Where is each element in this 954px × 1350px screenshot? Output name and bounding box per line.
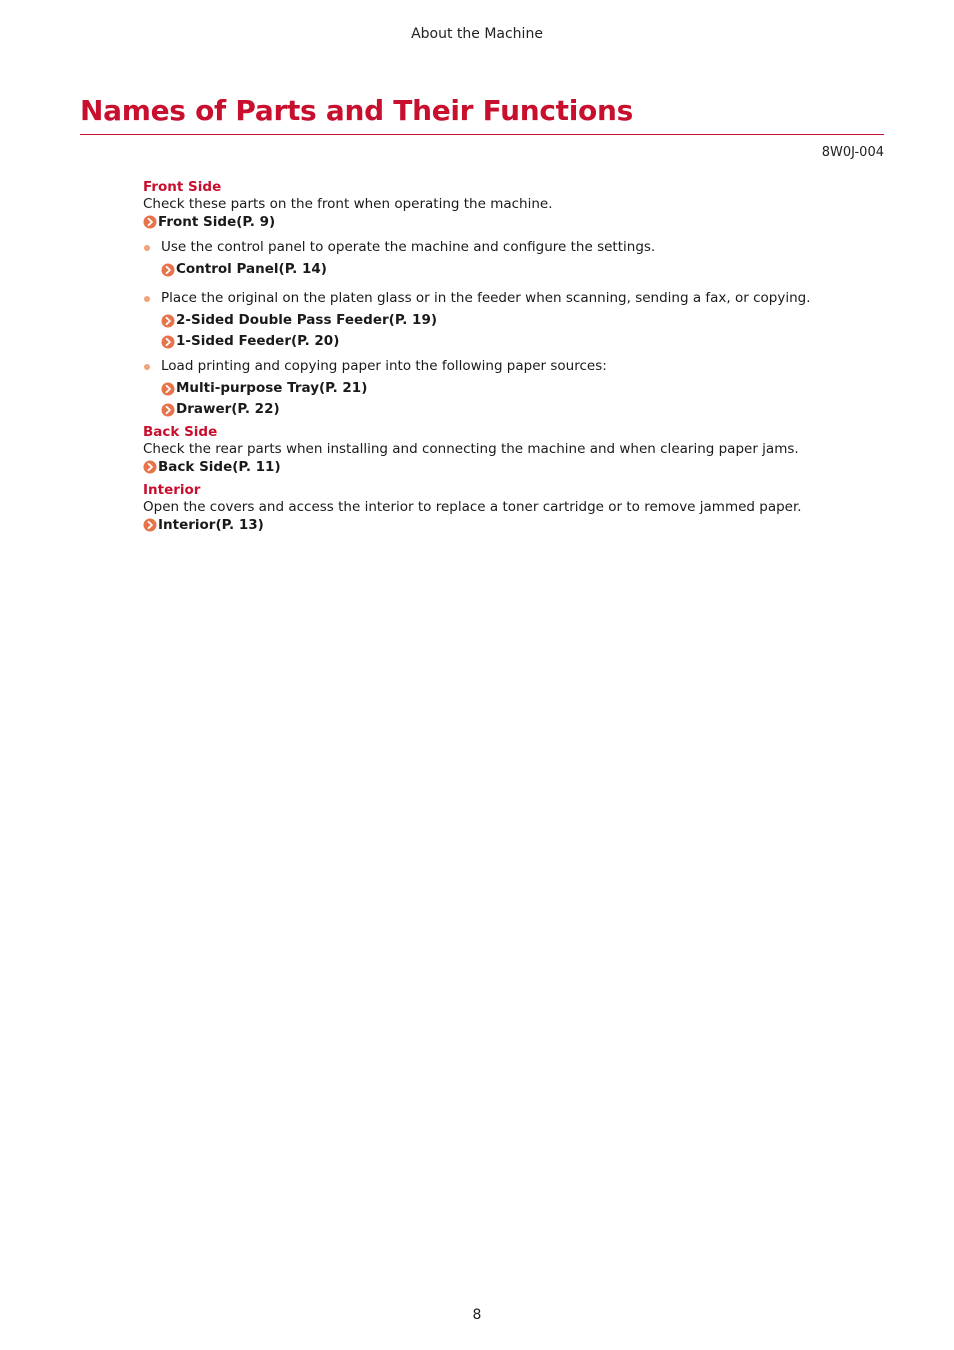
section-back-side <box>143 424 873 476</box>
list-item-text: Place the original on the platen glass or in the feeder when scanning, sending a fax, or copying. <box>161 290 811 306</box>
sub-links <box>161 310 873 352</box>
list-item-text: Use the control panel to operate the machine and configure the settings. <box>161 239 656 255</box>
link-label: Back Side(P. 11) <box>158 459 281 475</box>
content <box>143 179 873 534</box>
list-item <box>143 358 873 420</box>
chevron-right-circle-icon <box>161 403 175 417</box>
list-item <box>143 290 873 352</box>
chevron-right-circle-icon <box>161 335 175 349</box>
link-interior[interactable] <box>143 516 873 534</box>
chevron-right-circle-icon <box>161 263 175 277</box>
section-text-front-side: Check these parts on the front when operating the machine. <box>143 196 553 212</box>
list-item-text: Load printing and copying paper into the following paper sources: <box>161 358 607 374</box>
bullet-dot-icon <box>144 296 150 302</box>
link-label: Drawer(P. 22) <box>176 401 280 417</box>
chevron-right-circle-icon <box>161 314 175 328</box>
sub-links <box>161 378 873 420</box>
link-drawer[interactable] <box>161 399 873 420</box>
link-label: Front Side(P. 9) <box>158 214 276 230</box>
section-heading-interior: Interior <box>143 482 201 498</box>
link-multi-purpose-tray[interactable] <box>161 378 873 399</box>
chevron-right-circle-icon <box>143 518 157 532</box>
link-label: 1-Sided Feeder(P. 20) <box>176 333 340 349</box>
sub-links <box>161 259 873 280</box>
section-text-back-side: Check the rear parts when installing and connecting the machine and when clearing paper jams. <box>143 441 799 457</box>
chevron-right-circle-icon <box>143 215 157 229</box>
bullet-list <box>143 239 873 420</box>
link-control-panel[interactable] <box>161 259 873 280</box>
section-heading-front-side: Front Side <box>143 179 222 195</box>
bullet-dot-icon <box>144 364 150 370</box>
running-header: About the Machine <box>411 26 543 42</box>
title-divider <box>80 134 884 135</box>
link-label: 2-Sided Double Pass Feeder(P. 19) <box>176 312 438 328</box>
link-front-side[interactable] <box>143 213 873 231</box>
section-heading-back-side: Back Side <box>143 424 218 440</box>
link-double-pass-feeder[interactable] <box>161 310 873 331</box>
link-label: Control Panel(P. 14) <box>176 261 327 277</box>
list-item <box>143 239 873 280</box>
section-text-interior: Open the covers and access the interior to replace a toner cartridge or to remove jammed paper. <box>143 499 802 515</box>
page-title: Names of Parts and Their Functions <box>80 94 633 127</box>
link-back-side[interactable] <box>143 458 873 476</box>
link-label: Multi-purpose Tray(P. 21) <box>176 380 368 396</box>
link-label: Interior(P. 13) <box>158 517 264 533</box>
document-id: 8W0J-004 <box>821 145 884 160</box>
chevron-right-circle-icon <box>161 382 175 396</box>
chevron-right-circle-icon <box>143 460 157 474</box>
page-number: 8 <box>472 1307 482 1323</box>
section-front-side <box>143 179 873 420</box>
section-interior <box>143 482 873 534</box>
link-one-sided-feeder[interactable] <box>161 331 873 352</box>
bullet-dot-icon <box>144 245 150 251</box>
